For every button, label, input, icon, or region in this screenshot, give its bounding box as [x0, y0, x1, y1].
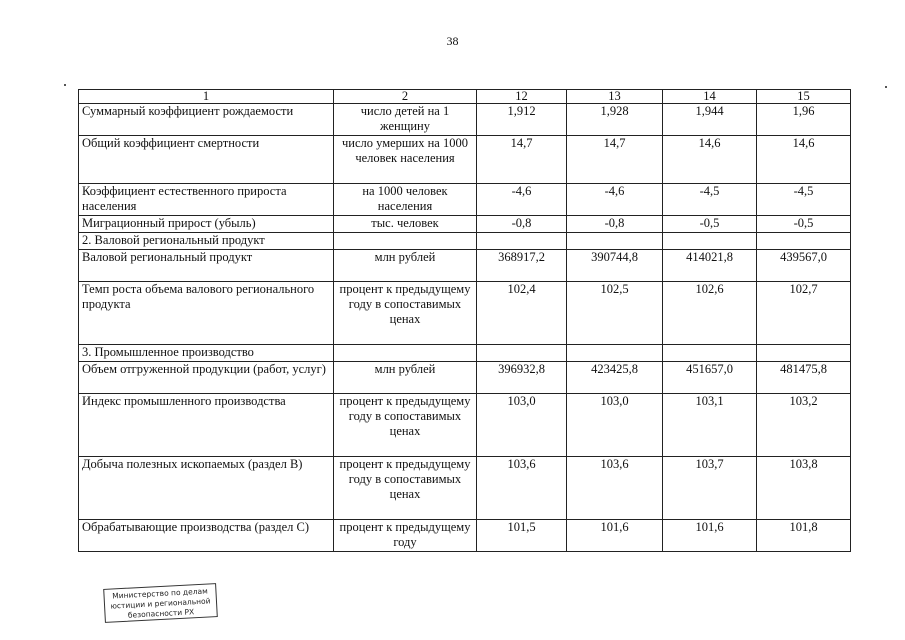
empty-cell [567, 233, 663, 250]
indicator-name: Добыча полезных ископаемых (раздел B) [79, 457, 334, 520]
header-cell: 1 [79, 90, 334, 104]
empty-cell [477, 233, 567, 250]
value-cell: 102,5 [567, 282, 663, 345]
unit-cell: млн рублей [334, 362, 477, 394]
value-cell: 390744,8 [567, 250, 663, 282]
header-cell: 13 [567, 90, 663, 104]
value-cell: 103,2 [757, 394, 851, 457]
header-cell: 15 [757, 90, 851, 104]
value-cell: 101,5 [477, 520, 567, 552]
empty-cell [334, 233, 477, 250]
value-cell: -0,5 [663, 216, 757, 233]
indicator-name: Миграционный прирост (убыль) [79, 216, 334, 233]
stamp-line: безопасности РХ [127, 607, 195, 620]
unit-cell: процент к предыдущему году в сопоставимых ценах [334, 457, 477, 520]
table-row [79, 104, 851, 136]
table-row [79, 520, 851, 552]
unit-cell: процент к предыдущему году [334, 520, 477, 552]
indicator-name: Объем отгруженной продукции (работ, услуг) [79, 362, 334, 394]
value-cell: 103,6 [477, 457, 567, 520]
value-cell: 481475,8 [757, 362, 851, 394]
unit-cell: тыс. человек [334, 216, 477, 233]
value-cell: -4,5 [663, 184, 757, 216]
indicator-name: Общий коэффициент смертности [79, 136, 334, 184]
value-cell: 1,928 [567, 104, 663, 136]
value-cell: 101,6 [567, 520, 663, 552]
unit-cell: млн рублей [334, 250, 477, 282]
value-cell: 1,912 [477, 104, 567, 136]
table-row [79, 394, 851, 457]
value-cell: 396932,8 [477, 362, 567, 394]
indicator-name: Валовой региональный продукт [79, 250, 334, 282]
page-number: 38 [446, 34, 459, 48]
value-cell: -4,6 [567, 184, 663, 216]
value-cell: -0,8 [477, 216, 567, 233]
value-cell: 103,0 [477, 394, 567, 457]
table-row [79, 250, 851, 282]
value-cell: -0,5 [757, 216, 851, 233]
value-cell: -4,5 [757, 184, 851, 216]
indicators-table [78, 89, 851, 552]
scan-speck [885, 86, 887, 88]
ministry-stamp [103, 583, 218, 623]
value-cell: 439567,0 [757, 250, 851, 282]
value-cell: 14,7 [477, 136, 567, 184]
value-cell: 103,1 [663, 394, 757, 457]
value-cell: 14,7 [567, 136, 663, 184]
indicator-name: Суммарный коэффициент рождаемости [79, 104, 334, 136]
empty-cell [334, 345, 477, 362]
unit-cell: число умерших на 1000 человек населения [334, 136, 477, 184]
unit-cell: на 1000 человек населения [334, 184, 477, 216]
value-cell: 1,944 [663, 104, 757, 136]
value-cell: 103,7 [663, 457, 757, 520]
unit-cell: процент к предыдущему году в сопоставимых ценах [334, 282, 477, 345]
section-title: 3. Промышленное производство [79, 345, 334, 362]
value-cell: -4,6 [477, 184, 567, 216]
header-cell: 12 [477, 90, 567, 104]
section-row [79, 345, 851, 362]
stamp-line: Министерство по делам [112, 586, 208, 601]
value-cell: 14,6 [663, 136, 757, 184]
empty-cell [757, 233, 851, 250]
indicator-name: Темп роста объема валового регионального продукта [79, 282, 334, 345]
table-row [79, 457, 851, 520]
stamp-line: юстиции и региональной [110, 596, 211, 611]
value-cell: 101,6 [663, 520, 757, 552]
indicator-name: Обрабатывающие производства (раздел C) [79, 520, 334, 552]
table-row [79, 184, 851, 216]
value-cell: 103,0 [567, 394, 663, 457]
value-cell: 414021,8 [663, 250, 757, 282]
empty-cell [477, 345, 567, 362]
indicator-name: Коэффициент естественного прироста населения [79, 184, 334, 216]
empty-cell [663, 345, 757, 362]
header-cell: 2 [334, 90, 477, 104]
value-cell: 14,6 [757, 136, 851, 184]
value-cell: 102,7 [757, 282, 851, 345]
table-row [79, 136, 851, 184]
table-row [79, 282, 851, 345]
value-cell: 103,6 [567, 457, 663, 520]
value-cell: 101,8 [757, 520, 851, 552]
indicator-name: Индекс промышленного производства [79, 394, 334, 457]
value-cell: 451657,0 [663, 362, 757, 394]
value-cell: 368917,2 [477, 250, 567, 282]
table-row [79, 362, 851, 394]
empty-cell [757, 345, 851, 362]
header-cell: 14 [663, 90, 757, 104]
value-cell: -0,8 [567, 216, 663, 233]
table-row [79, 216, 851, 233]
value-cell: 102,4 [477, 282, 567, 345]
scan-speck [64, 84, 66, 86]
table-body [79, 104, 851, 552]
empty-cell [567, 345, 663, 362]
unit-cell: число детей на 1 женщину [334, 104, 477, 136]
empty-cell [663, 233, 757, 250]
value-cell: 1,96 [757, 104, 851, 136]
value-cell: 102,6 [663, 282, 757, 345]
section-title: 2. Валовой региональный продукт [79, 233, 334, 250]
header-row [79, 90, 851, 104]
section-row [79, 233, 851, 250]
unit-cell: процент к предыдущему году в сопоставимых ценах [334, 394, 477, 457]
value-cell: 103,8 [757, 457, 851, 520]
value-cell: 423425,8 [567, 362, 663, 394]
